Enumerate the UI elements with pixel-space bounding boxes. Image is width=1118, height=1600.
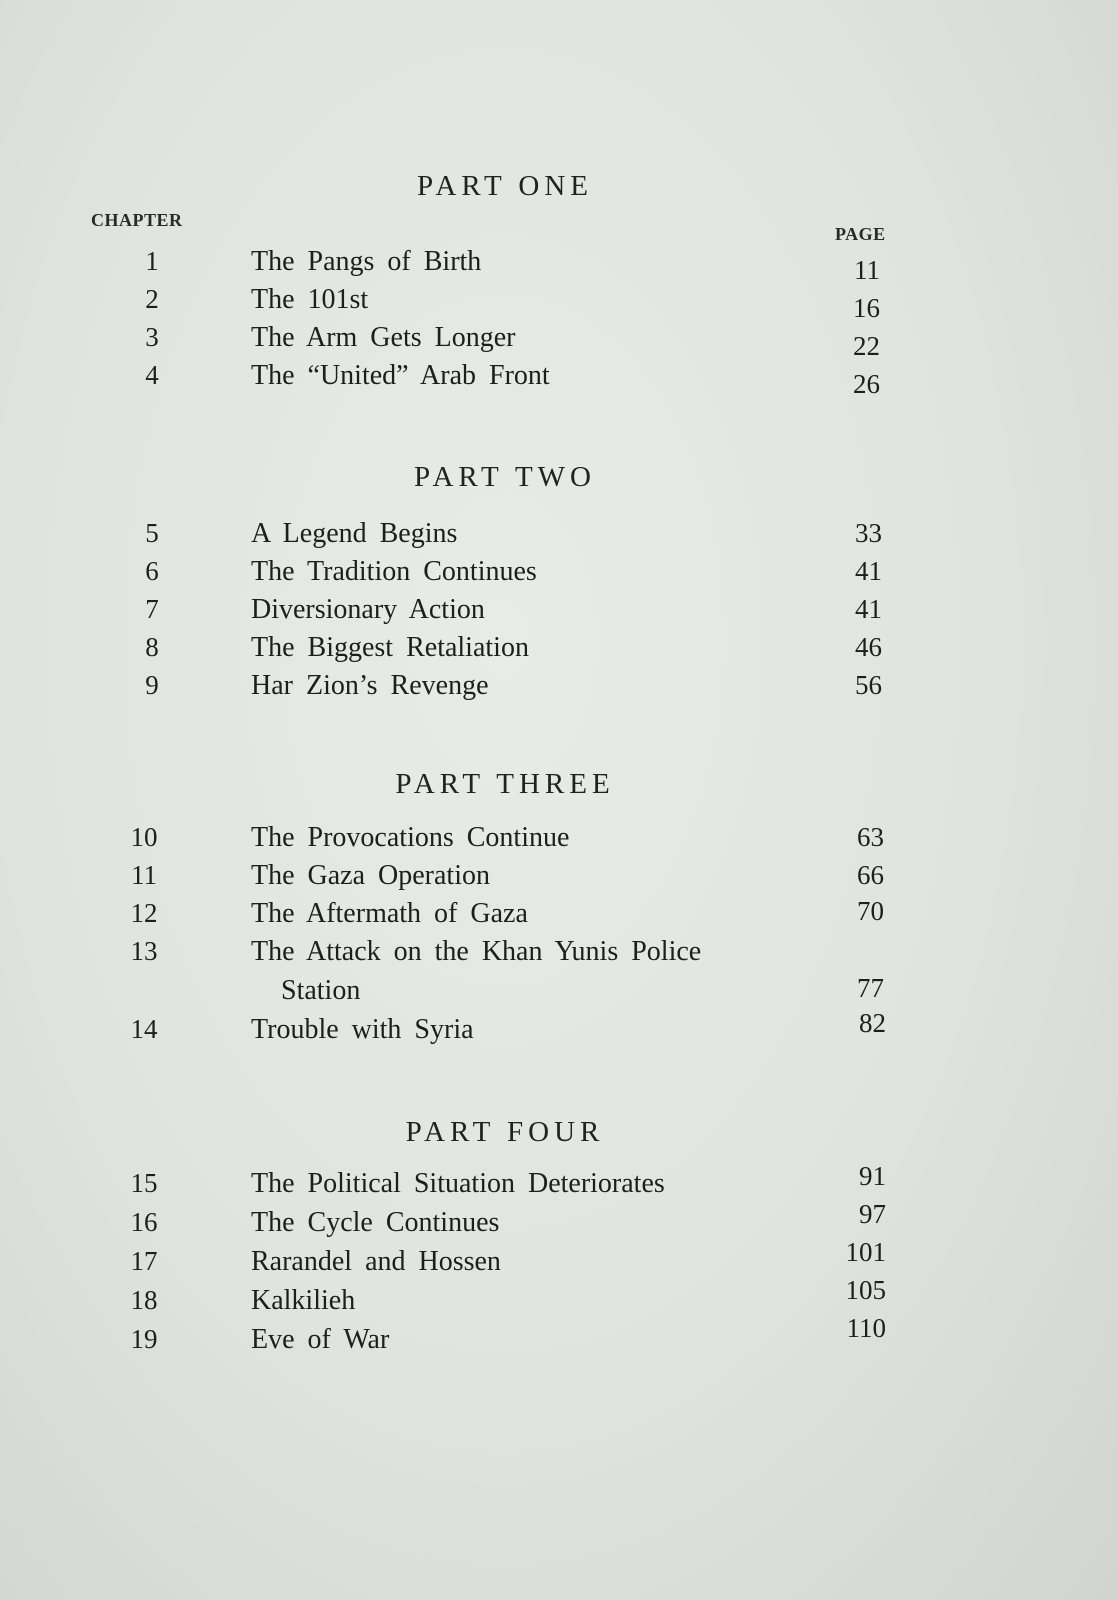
toc-entry <box>0 246 1118 284</box>
chapter-column-heading: CHAPTER <box>91 210 183 230</box>
chapter-page-number: 77 <box>857 973 884 1003</box>
toc-entry <box>0 594 1118 632</box>
chapter-title: Trouble with Syria <box>251 1014 474 1045</box>
chapter-number: 7 <box>145 594 159 624</box>
chapter-title: The Biggest Retaliation <box>251 632 529 663</box>
chapter-page-number: 41 <box>855 556 882 586</box>
toc-entry <box>0 1008 1118 1052</box>
chapter-number: 17 <box>130 1246 158 1276</box>
chapter-title: Eve of War <box>251 1324 390 1355</box>
chapter-page-number: 33 <box>855 518 882 548</box>
chapter-number: 2 <box>145 284 159 314</box>
chapter-page-number: 26 <box>853 369 880 399</box>
chapter-title: The Cycle Continues <box>251 1207 500 1238</box>
chapter-page-number: 82 <box>859 1008 886 1038</box>
chapter-number: 12 <box>130 898 158 928</box>
chapter-title: The Aftermath of Gaza <box>251 898 528 929</box>
chapter-title: Rarandel and Hossen <box>251 1246 501 1277</box>
chapter-number: 10 <box>130 822 158 852</box>
chapter-page-number: 70 <box>857 896 884 926</box>
chapter-title: The “United” Arab Front <box>251 360 550 391</box>
chapter-page-number: 63 <box>857 822 884 852</box>
toc-entry <box>0 898 1118 936</box>
chapter-page-number: 41 <box>855 594 882 624</box>
chapter-title: Har Zion’s Revenge <box>251 670 489 701</box>
chapter-title: The Political Situation Deteriorates <box>251 1168 665 1199</box>
chapter-title: The Gaza Operation <box>251 860 490 891</box>
chapter-number: 1 <box>145 246 159 276</box>
chapter-number: 13 <box>130 936 158 966</box>
chapter-number: 14 <box>130 1014 158 1044</box>
toc-entry <box>0 1237 1118 1284</box>
chapter-number: 16 <box>130 1207 158 1237</box>
toc-entry <box>0 670 1118 708</box>
chapter-page-number: 56 <box>855 670 882 700</box>
chapter-number: 18 <box>130 1285 158 1315</box>
chapter-title-continuation: Station <box>281 975 361 1006</box>
toc-entry <box>0 556 1118 594</box>
toc-entry <box>0 936 1118 1014</box>
chapter-number: 5 <box>145 518 159 548</box>
chapter-page-number: 91 <box>859 1161 886 1191</box>
toc-entry <box>0 322 1118 360</box>
toc-entry <box>0 1275 1118 1323</box>
chapter-title: The Attack on the Khan Yunis Police <box>251 936 702 967</box>
chapter-page-number: 46 <box>855 632 882 662</box>
chapter-page-number: 66 <box>857 860 884 890</box>
toc-entry <box>0 822 1118 860</box>
page-column-heading: PAGE <box>835 224 886 244</box>
chapter-title: The Tradition Continues <box>251 556 537 587</box>
part-heading: PART THREE <box>395 768 615 800</box>
chapter-number: 19 <box>130 1324 158 1354</box>
toc-entry <box>0 632 1118 670</box>
chapter-page-number: 97 <box>859 1199 886 1229</box>
chapter-page-number: 110 <box>846 1313 886 1343</box>
chapter-page-number: 105 <box>845 1275 886 1305</box>
chapter-number: 15 <box>130 1168 158 1198</box>
toc-entry <box>0 360 1118 398</box>
chapter-title: A Legend Begins <box>251 518 458 549</box>
toc-entry <box>0 1199 1118 1245</box>
toc-entry <box>0 518 1118 556</box>
chapter-title: The Arm Gets Longer <box>251 322 516 353</box>
chapter-number: 6 <box>145 556 159 586</box>
chapter-page-number: 11 <box>854 255 880 285</box>
chapter-title: The 101st <box>251 284 369 315</box>
chapter-page-number: 22 <box>853 331 880 361</box>
toc-entry <box>0 1161 1118 1206</box>
chapter-number: 11 <box>131 860 157 890</box>
chapter-title: The Provocations Continue <box>251 822 570 853</box>
toc-entry <box>0 284 1118 322</box>
chapter-number: 8 <box>145 632 159 662</box>
part-heading: PART FOUR <box>405 1116 605 1148</box>
part-heading: PART TWO <box>414 461 596 493</box>
chapter-page-number: 101 <box>845 1237 886 1267</box>
chapter-number: 9 <box>145 670 159 700</box>
toc-entry <box>0 1313 1118 1362</box>
chapter-title: Diversionary Action <box>251 594 485 625</box>
chapter-number: 3 <box>145 322 159 352</box>
chapter-title: The Pangs of Birth <box>251 246 482 277</box>
toc-entry <box>0 860 1118 898</box>
chapter-title: Kalkilieh <box>251 1285 356 1316</box>
chapter-number: 4 <box>145 360 159 390</box>
part-heading: PART ONE <box>416 170 594 202</box>
chapter-page-number: 16 <box>853 293 880 323</box>
